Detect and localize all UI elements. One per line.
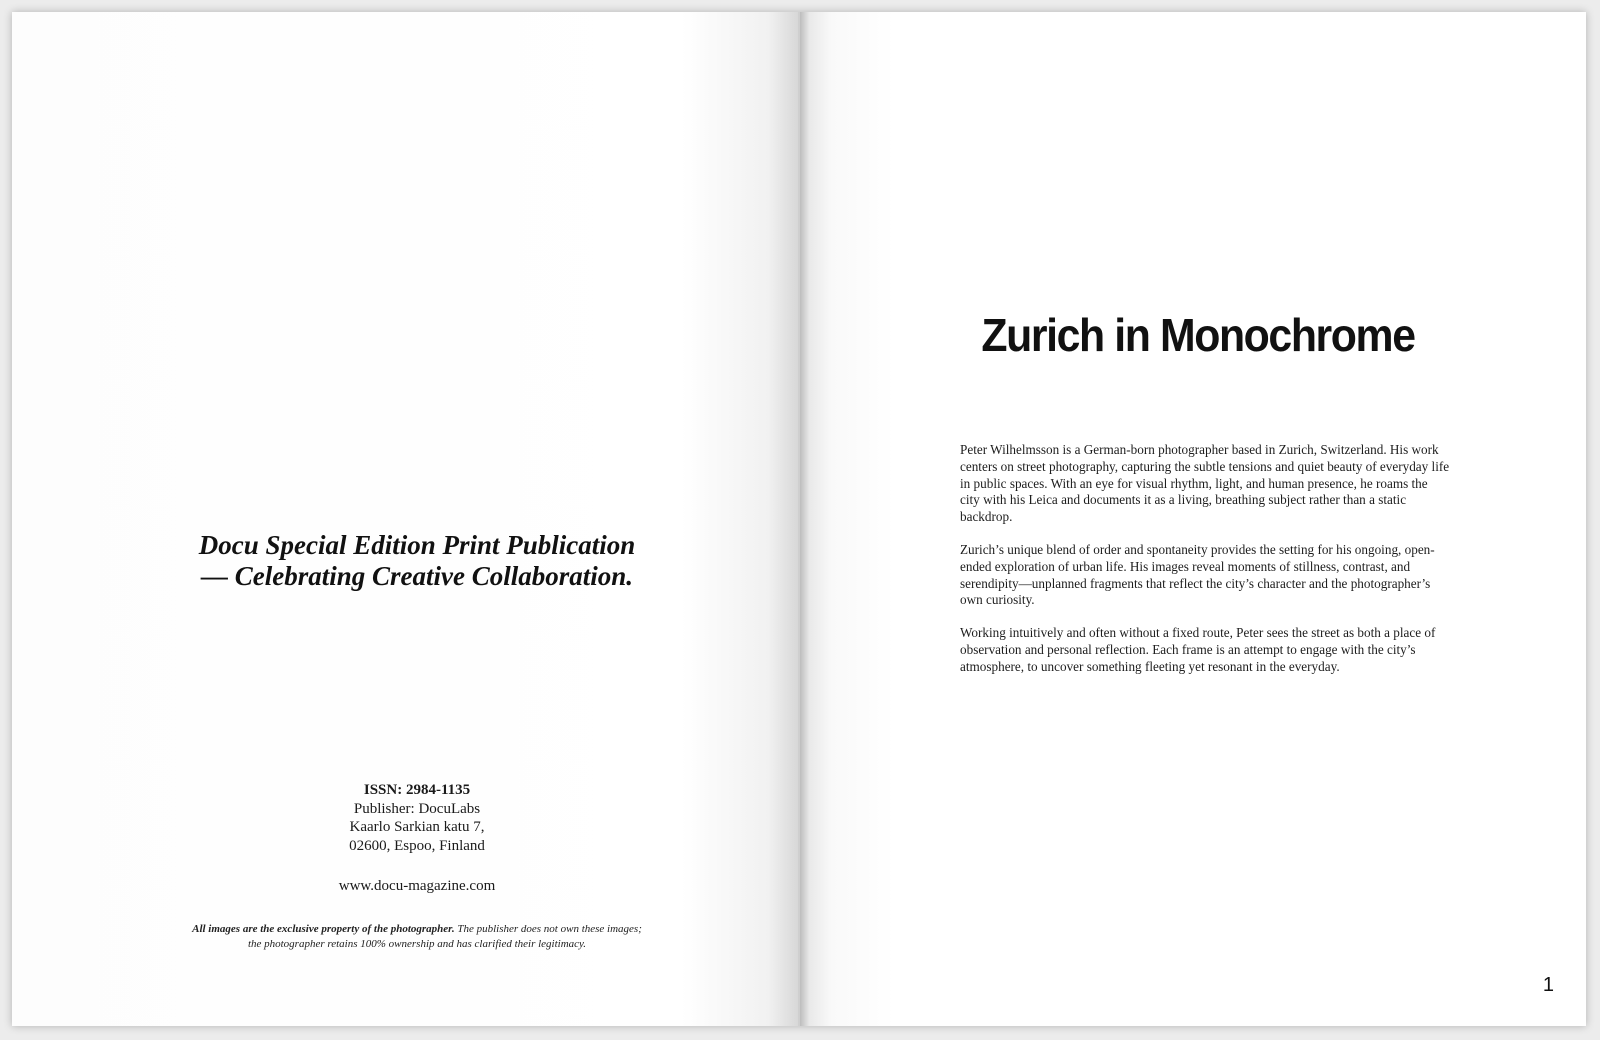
article-paragraph-1: Peter Wilhelmsson is a German-born photographer based in Zurich, Switzerland. His work centers on street photography, capturing the subtle tensions and quiet beauty of everyday life in public spaces. With an eye for visual rhythm, light, and human presence, he roams the city with his Leica and documents it as a living, breathing subject rather than a static backdrop. <box>960 442 1450 525</box>
magazine-spread <box>12 12 1586 1026</box>
imprint-block <box>12 781 800 855</box>
disclaimer-rest-line1: The publisher does not own these images; <box>457 923 642 935</box>
publisher-city: 02600, Espoo, Finland <box>349 837 485 854</box>
right-page <box>800 12 1586 1026</box>
edition-title-line2: — Celebrating Creative Collaboration. <box>200 561 633 591</box>
left-page <box>12 12 800 1026</box>
edition-title <box>12 530 800 592</box>
publisher: Publisher: DocuLabs <box>353 800 481 817</box>
edition-title-line1: Docu Special Edition Print Publication <box>198 530 636 560</box>
page-number: 1 <box>1542 974 1554 996</box>
disclaimer-line1 <box>12 922 800 937</box>
disclaimer-rest-line2: the photographer retains 100% ownership and has clarified their legitimacy. <box>247 938 587 950</box>
disclaimer-bold: All images are the exclusive property of the photographer. <box>192 923 455 935</box>
issn: ISSN: 2984-1135 <box>363 782 471 798</box>
article-paragraph-2: Zurich’s unique blend of order and spontaneity provides the setting for his ongoing, open-ended exploration of urban life. His images reveal moments of stillness, contrast, and serendipity—unplanned fragments that reflect the city’s character and the photographer’s own curiosity. <box>960 541 1435 608</box>
article-body <box>960 442 1450 692</box>
website-link[interactable]: www.docu-magazine.com <box>338 878 496 894</box>
copyright-disclaimer <box>12 922 800 952</box>
publisher-street: Kaarlo Sarkian katu 7, <box>349 819 485 835</box>
article-title: Zurich in Monochrome <box>981 309 1415 361</box>
article-paragraph-3: Working intuitively and often without a fixed route, Peter sees the street as both a place of observation and personal reflection. Each frame is an attempt to engage with the city’s atmosphere, to uncover something fleeting yet resonant in the everyday. <box>960 625 1436 674</box>
